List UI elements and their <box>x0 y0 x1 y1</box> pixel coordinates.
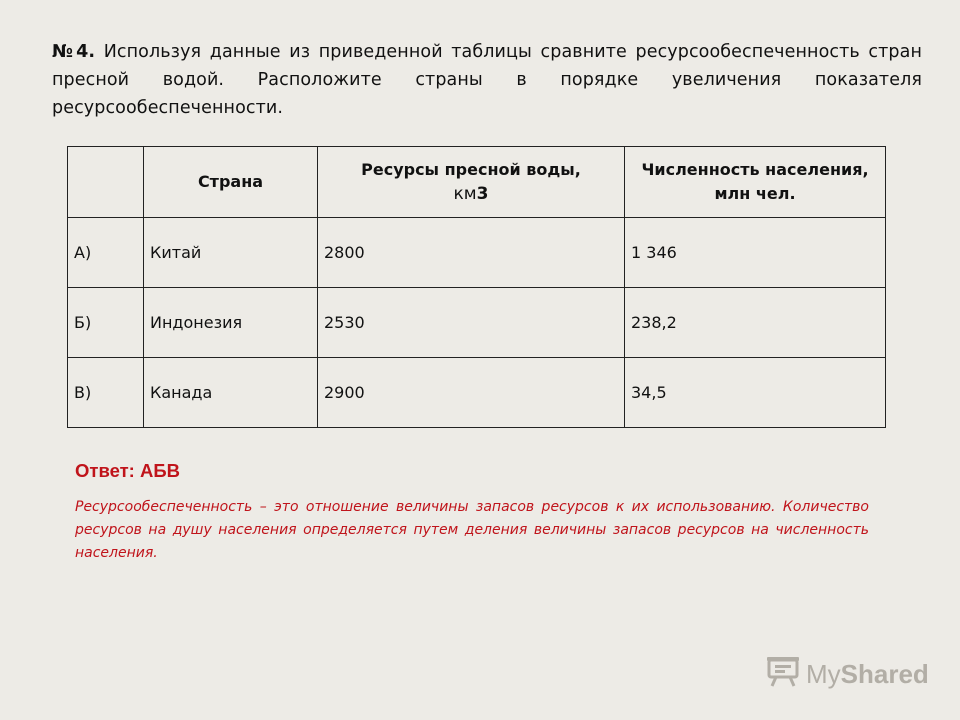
header-cell-water <box>318 147 625 218</box>
row-population: 1 346 <box>625 218 886 288</box>
row-water: 2900 <box>318 358 625 428</box>
row-water: 2800 <box>318 218 625 288</box>
presentation-board-icon <box>766 655 800 694</box>
water-unit-text: км <box>453 184 477 204</box>
table-row <box>68 288 886 358</box>
header-cell-population <box>625 147 886 218</box>
header-water-unit <box>454 184 489 204</box>
row-country: Индонезия <box>144 288 318 358</box>
table-header-row <box>68 147 886 218</box>
row-population: 34,5 <box>625 358 886 428</box>
row-population: 238,2 <box>625 288 886 358</box>
myshared-logo[interactable] <box>766 655 929 694</box>
row-letter: В) <box>68 358 144 428</box>
header-population-unit: млн чел. <box>714 184 796 203</box>
water-unit-power: 3 <box>476 184 489 204</box>
answer-heading: Ответ: АБВ <box>75 460 181 481</box>
row-letter: А) <box>68 218 144 288</box>
task-statement <box>52 38 922 122</box>
row-water: 2530 <box>318 288 625 358</box>
header-cell-empty <box>68 147 144 218</box>
data-table <box>67 146 886 428</box>
header-population-label: Численность населения, <box>641 160 869 179</box>
task-number: №4. <box>52 42 96 62</box>
header-water-label: Ресурсы пресной воды, <box>361 160 581 179</box>
task-text: Используя данные из приведенной таблицы сравните ресурсообеспеченность стран пресной водой. Расположите страны в порядке увеличения показателя ресурсообеспеченности. <box>52 42 922 118</box>
row-letter: Б) <box>68 288 144 358</box>
logo-text <box>806 659 929 690</box>
answer-explanation: Ресурсообеспеченность – это отношение величины запасов ресурсов к их использованию. Количество ресурсов на душу населения определяется путем деления величины запасов ресурсов на численность населения. <box>75 499 869 561</box>
logo-text-shared: Shared <box>840 659 929 689</box>
table-row <box>68 358 886 428</box>
row-country: Китай <box>144 218 318 288</box>
logo-text-my: My <box>806 659 841 689</box>
row-country: Канада <box>144 358 318 428</box>
table-row <box>68 218 886 288</box>
header-cell-country: Страна <box>144 147 318 218</box>
